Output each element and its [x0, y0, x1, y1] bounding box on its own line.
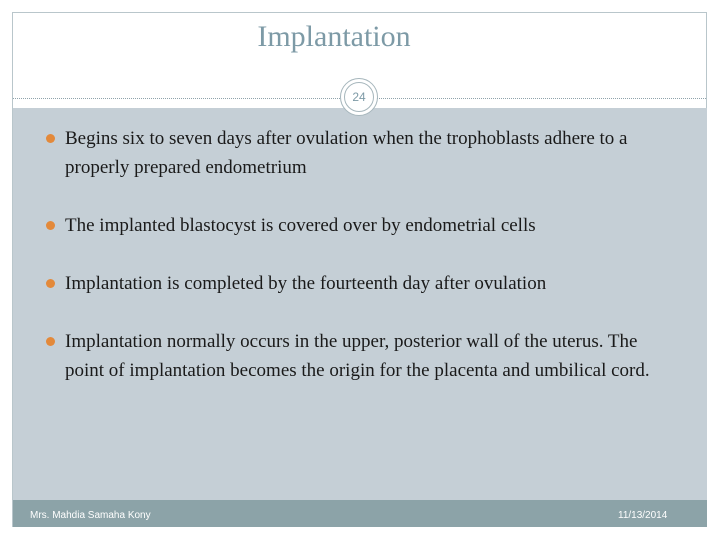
bullet-item [44, 327, 654, 385]
page-number-badge [340, 78, 378, 116]
bullet-text: The implanted blastocyst is covered over by endometrial cells [65, 215, 536, 236]
bullet-text: Implantation normally occurs in the upper, posterior wall of the uterus. The point of implantation becomes the origin for the placenta and umbilical cord. [65, 331, 650, 381]
bullet-text: Implantation is completed by the fourteenth day after ovulation [65, 273, 547, 294]
bullet-item [44, 269, 654, 298]
bullet-text: Begins six to seven days after ovulation when the trophoblasts adhere to a properly prepared endometrium [65, 128, 628, 178]
bullet-dot-icon [46, 134, 55, 143]
bullet-list [44, 124, 654, 385]
page-number: 24 [344, 82, 374, 112]
footer-author: Mrs. Mahdia Samaha Kony [30, 510, 151, 521]
bullet-item [44, 124, 654, 182]
bullet-item [44, 211, 654, 240]
bullet-dot-icon [46, 221, 55, 230]
footer-date: 11/13/2014 [618, 510, 668, 521]
bullet-dot-icon [46, 337, 55, 346]
bullet-dot-icon [46, 279, 55, 288]
slide-title: Implantation [257, 20, 411, 53]
